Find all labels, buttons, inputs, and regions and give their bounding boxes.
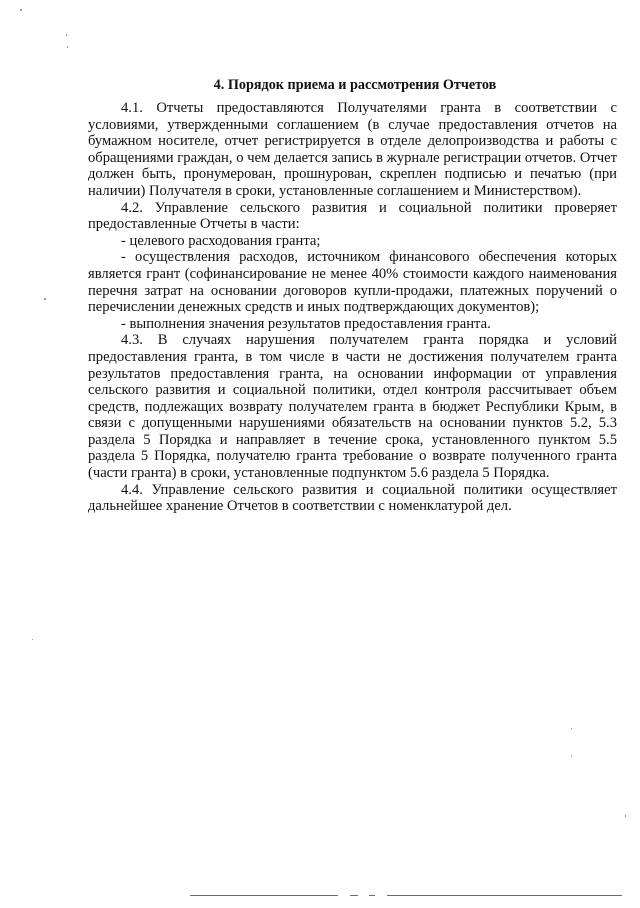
scan-speck [66, 34, 67, 36]
bottom-rule-segment [369, 895, 375, 896]
paragraph-4-2: 4.2. Управление сельского развития и социальной политики проверяет предоставленные Отчеты в части: [88, 199, 617, 233]
bottom-rule-segment [350, 895, 358, 896]
scan-speck [571, 756, 572, 757]
section-body [88, 100, 617, 515]
section-heading: 4. Порядок приема и рассмотрения Отчетов [213, 76, 497, 93]
scan-speck [20, 9, 22, 11]
paragraph-4-3: 4.3. В случаях нарушения получателем гранта порядка и условий предоставления гранта, в том числе в части не достижения получателем гранта результатов предоставления гранта, на основании информации от управления сельского развития и социальной политики, отдел контроля рассчитывает объем средств, подлежащих возврату получателем гранта в бюджет Республики Крым, в связи с допущенными нарушениями обязательств на основании пунктов 5.2, 5.3 раздела 5 Порядка и направляет в течение срока, установленного пунктом 5.5 раздела 5 Порядка, получателю гранта требование о возврате полученного гранта (части гранта) в сроки, установленные подпунктом 5.6 раздела 5 Порядка. [88, 332, 617, 482]
scan-speck [67, 46, 68, 48]
list-item-results: - выполнения значения результатов предоставления гранта. [121, 315, 491, 332]
list-item-targeted-spending: - целевого расходования гранта; [121, 232, 321, 249]
paragraph-4-4: 4.4. Управление сельского развития и социальной политики осуществляет дальнейшее хранение Отчетов в соответствии с номенклатурой дел. [88, 481, 617, 515]
scan-speck [571, 728, 572, 729]
scan-speck [625, 815, 626, 817]
list-item-expenditure: - осуществления расходов, источником финансового обеспечения которых является грант (софинансирование не менее 40% стоимости каждого наименования перечня затрат на основании договоров купли-продажи, платежных поручений о перечислении денежных средств и иных подтверждающих документов); [88, 249, 617, 316]
scan-speck [32, 639, 33, 640]
paragraph-4-1: 4.1. Отчеты предоставляются Получателями гранта в соответствии с условиями, утвержденными соглашением (в случае предоставления отчетов на бумажном носителе, отчет регистрируется в отделе делопроизводства и работы с обращениями граждан, о чем делается запись в журнале регистрации отчетов. Отчет должен быть, пронумерован, прошнурован, скреплен подписью и печатью (при наличии) Получателя в сроки, установленные соглашением и Министерством). [88, 100, 617, 199]
bottom-rule-segment [190, 895, 338, 896]
scan-speck [44, 298, 46, 300]
bottom-rule-segment [387, 895, 622, 896]
